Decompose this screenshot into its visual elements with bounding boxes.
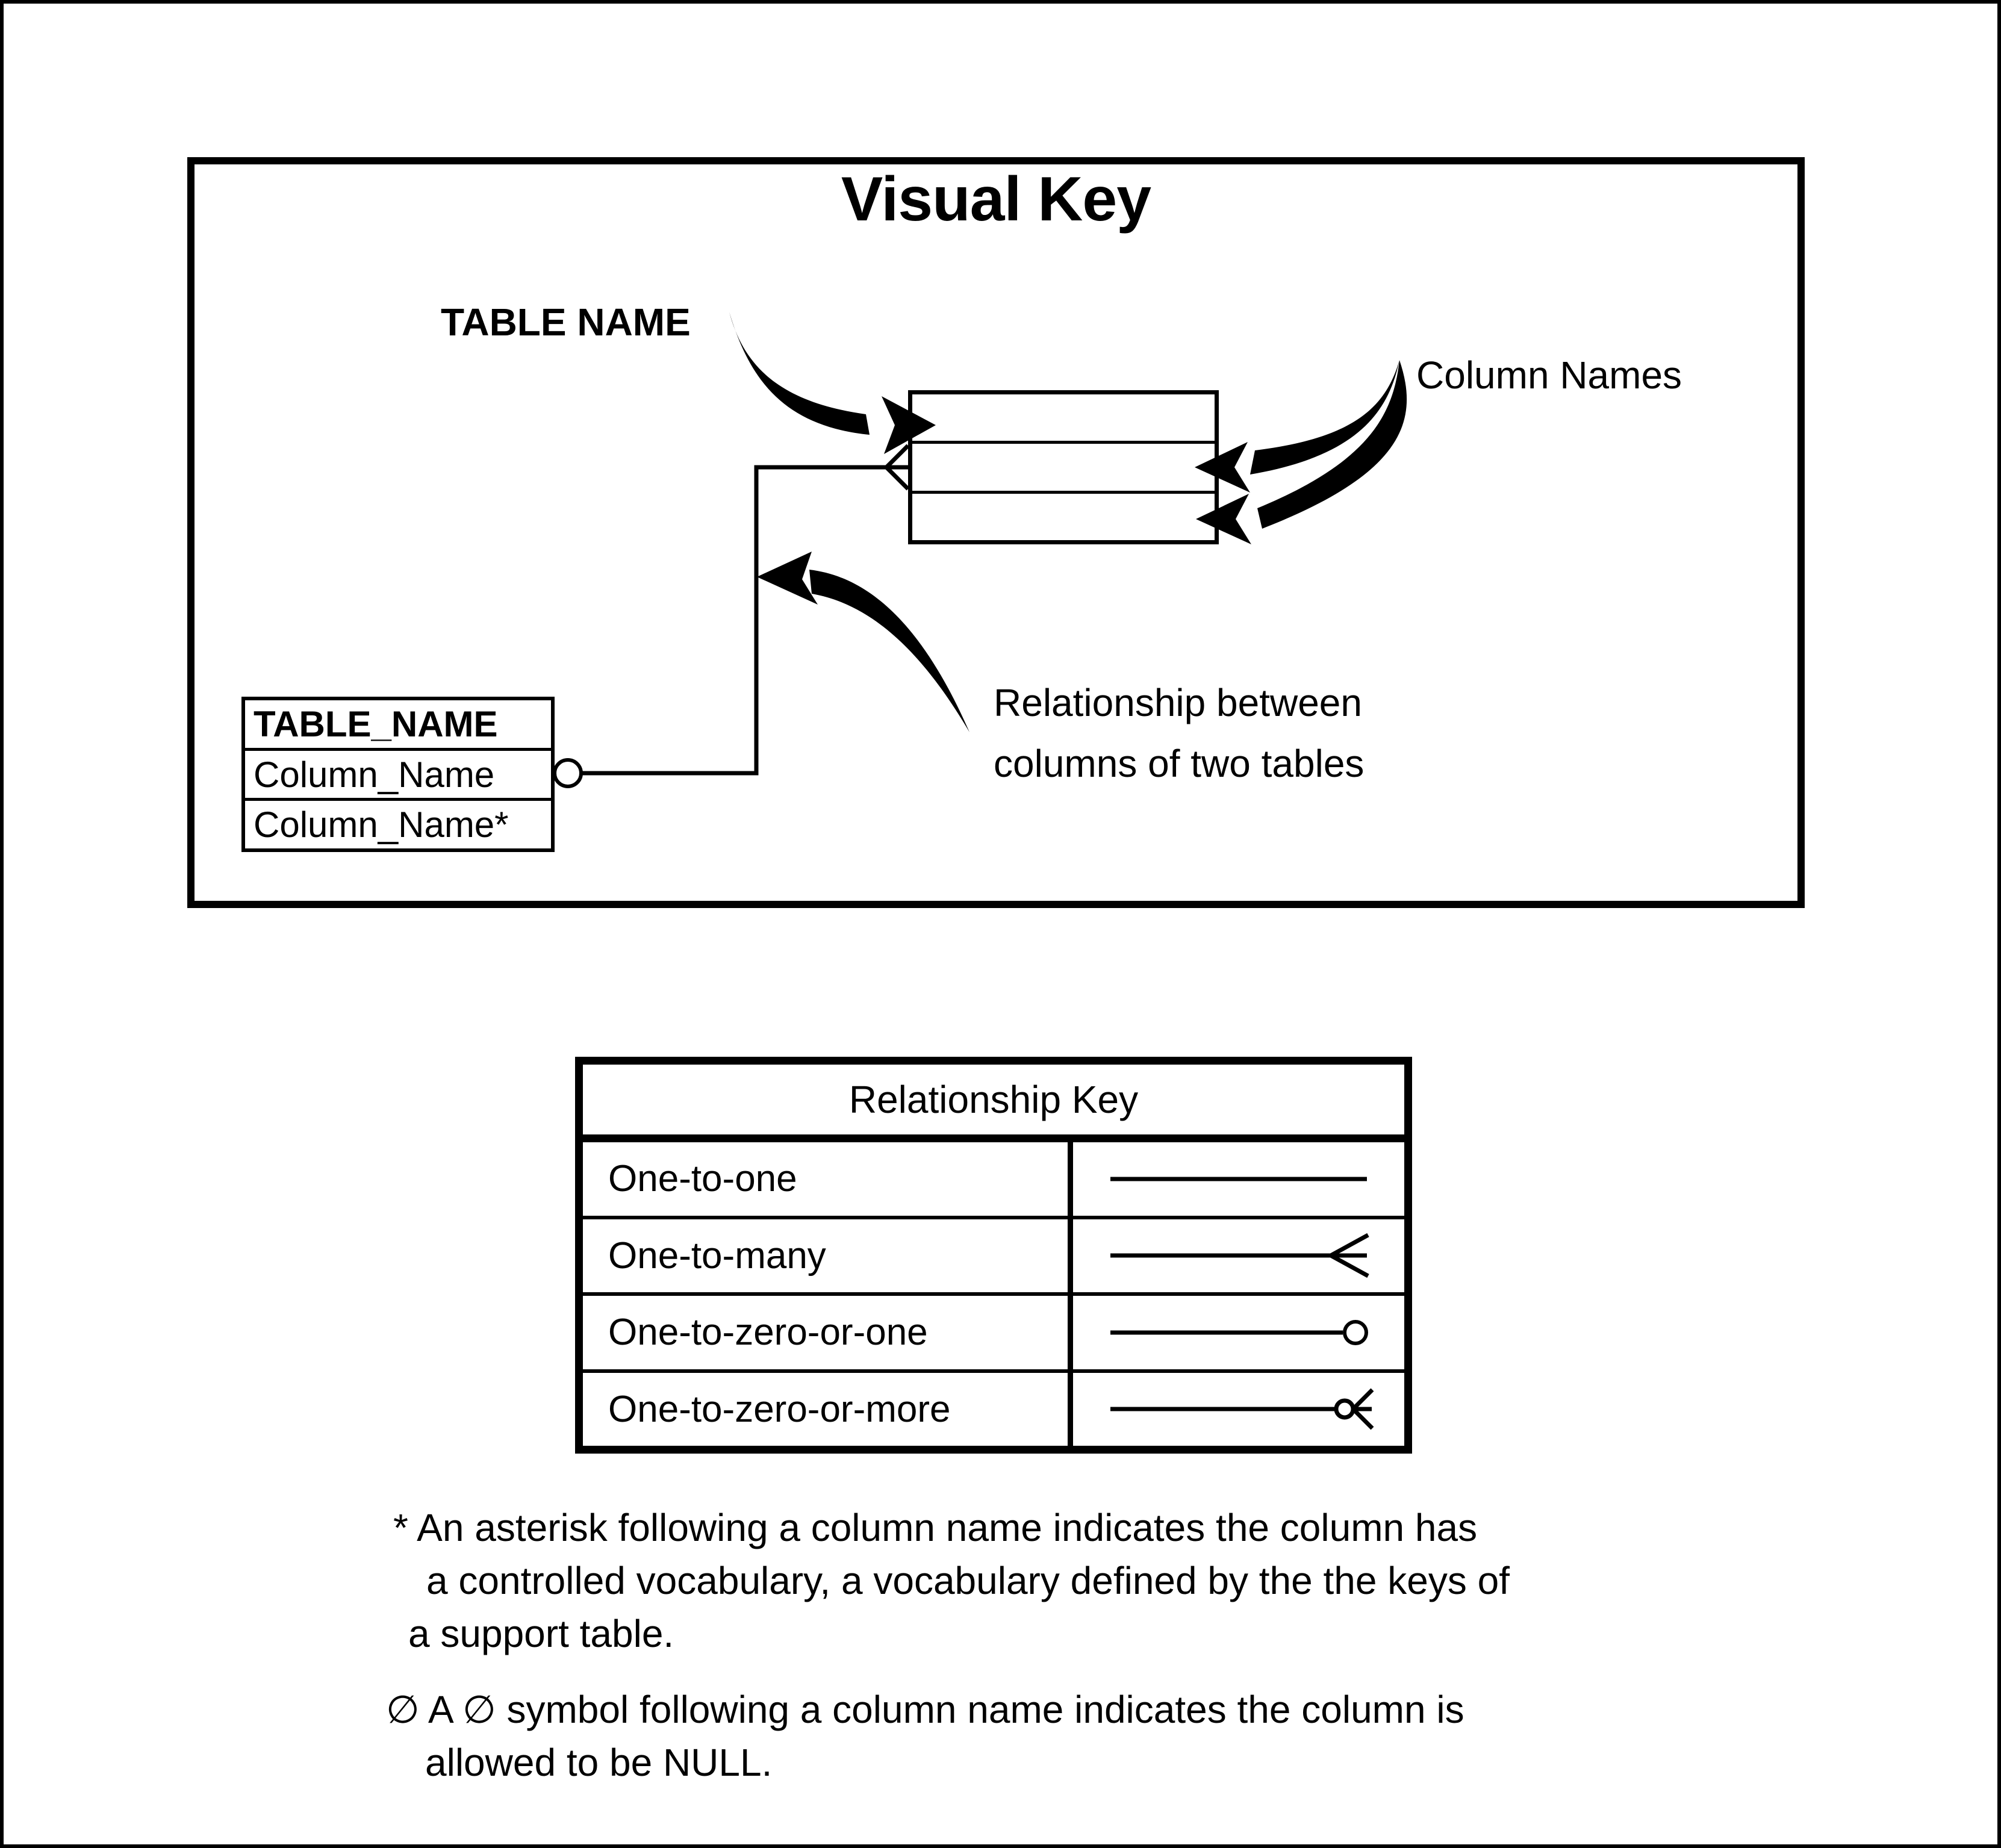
asterisk-footnote-line: a controlled vocabulary, a vocabulary defined by the the keys of [426, 1559, 1510, 1602]
relationship-key-row [583, 1142, 1404, 1216]
relationship-key-row-label: One-to-zero-or-one [608, 1311, 928, 1354]
null-footnote-line: allowed to be NULL. [425, 1741, 773, 1784]
relationship-key-table [575, 1057, 1412, 1454]
example-table-row [912, 441, 1215, 490]
relationship-key-row-label: One-to-one [608, 1158, 797, 1200]
asterisk-footnote-line: * An asterisk following a column name indicates the column has [393, 1506, 1478, 1549]
example-table-figure [908, 390, 1219, 544]
one-to-zero-or-more-symbol [1068, 1373, 1404, 1446]
support-table-header: TABLE_NAME [254, 703, 498, 744]
relationship-key-row [583, 1292, 1404, 1369]
relationship-key-title: Relationship Key [583, 1065, 1404, 1142]
one-to-many-symbol [1068, 1219, 1404, 1293]
asterisk-footnote-line: a support table. [408, 1612, 674, 1655]
support-table-row: Column_Name* [245, 798, 551, 848]
relationship-note-line1: Relationship between [994, 681, 1362, 724]
table-name-label: TABLE NAME [441, 300, 691, 344]
support-table-figure [241, 697, 555, 852]
visual-key-title: Visual Key [841, 164, 1151, 234]
relationship-key-row [583, 1216, 1404, 1293]
one-to-one-symbol [1068, 1142, 1404, 1216]
one-to-zero-or-one-symbol [1068, 1296, 1404, 1369]
support-table-row: Column_Name [245, 748, 551, 798]
relationship-key-row-label: One-to-zero-or-more [608, 1388, 951, 1430]
relationship-key-row-label: One-to-many [608, 1234, 826, 1277]
example-table-row [912, 394, 1215, 441]
null-footnote-line: ∅ A ∅ symbol following a column name indicates the column is [386, 1688, 1464, 1731]
relationship-key-row [583, 1369, 1404, 1446]
column-names-label: Column Names [1416, 353, 1682, 397]
relationship-note-line2: columns of two tables [994, 742, 1365, 785]
relationship-note [994, 682, 1364, 803]
example-table-row [912, 491, 1215, 540]
